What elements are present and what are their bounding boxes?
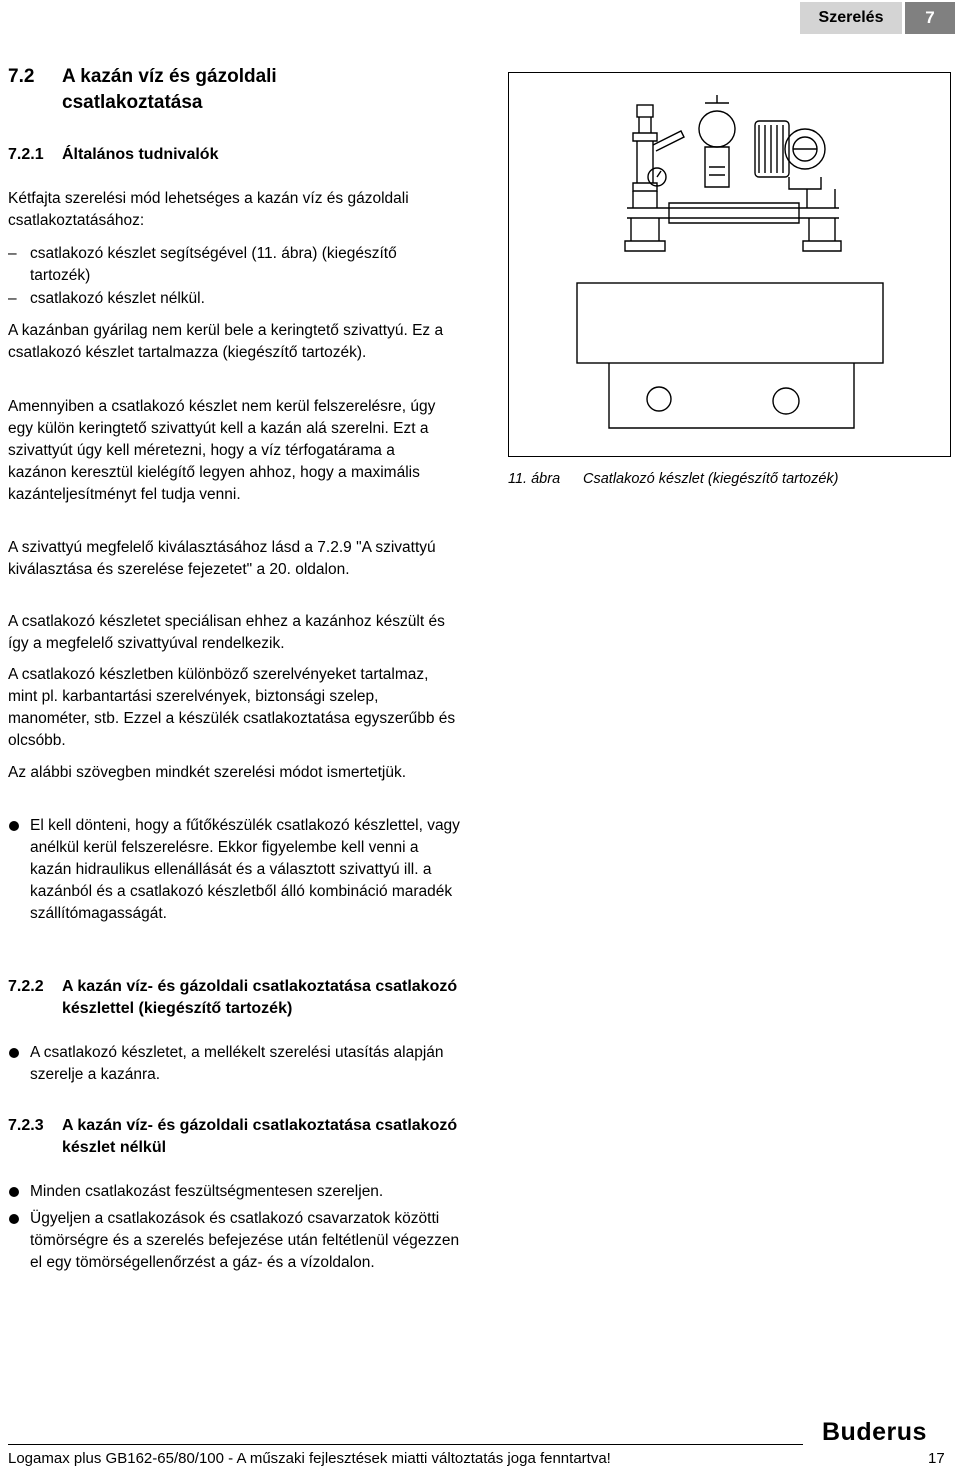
dash-item-1: csatlakozó készlet segítségével (11. ábra) (kiegészítő tartozék) <box>30 245 397 284</box>
subheading-1-number: 7.2.1 <box>8 146 44 163</box>
dash-mark-1: – <box>8 245 17 262</box>
paragraph-2: Amennyiben a csatlakozó készlet nem kerül felszerelésre, úgy egy külön keringtető szivattyút kell a kazán alá szerelni. Ezt a szivattyút úgy kell méretezni, hogy a víz térfogatárama a kazánon keresztül kielégítő legyen ahhoz, hogy a maximális kazánteljesítményt fel tudja venni. <box>8 398 436 503</box>
bullet-text-3: Minden csatlakozást feszültségmentesen szereljen. <box>30 1183 384 1200</box>
paragraph-intro: Kétfajta szerelési mód lehetséges a kazán víz és gázoldali csatlakoztatásához: <box>8 190 409 229</box>
paragraph-1: A kazánban gyárilag nem kerül bele a keringtető szivattyú. Ez a csatlakozó készlet tartalmazza (kiegészítő tartozék). <box>8 322 444 361</box>
figure-frame <box>508 72 951 457</box>
paragraph-6: Az alábbi szövegben mindkét szerelési módot ismertetjük. <box>8 764 407 781</box>
dash-item-2: csatlakozó készlet nélkül. <box>30 290 205 307</box>
bullet-dot <box>9 821 19 831</box>
main-heading-number: 7.2 <box>8 66 35 87</box>
subheading-3-number: 7.2.3 <box>8 1117 44 1134</box>
footer-divider <box>8 1444 803 1445</box>
paragraph-5: A csatlakozó készletben különböző szerelvényeket tartalmaz, mint pl. karbantartási szerelvények, biztonsági szelep, manométer, stb. Ezzel a készülék csatlakoztatása egyszerűbb és olcsóbb. <box>8 666 456 749</box>
bullet-text-2: A csatlakozó készletet, a mellékelt szerelési utasítás alapján szerelje a kazánra. <box>30 1044 444 1083</box>
bullet-text-1: El kell dönteni, hogy a fűtőkészülék csatlakozó készlettel, vagy anélkül kerül felszerelésre. Ekkor figyelembe kell venni a kazán hidraulikus ellenállását és a választott szivattyú ill. a kazánból és a csatlakozó készletből álló kombináció maradék szállítómagasságát. <box>30 817 460 922</box>
subheading-3-title: A kazán víz- és gázoldali csatlakoztatása csatlakozó készlet nélkül <box>62 1117 458 1156</box>
figure-caption: Csatlakozó készlet (kiegészítő tartozék) <box>583 471 839 487</box>
main-heading-title: A kazán víz és gázoldali csatlakoztatása <box>62 66 277 113</box>
bullet-text-4: Ügyeljen a csatlakozások és csatlakozó csavarzatok közötti tömörségre és a szerelés befejezése után feltétlenül végezzen el egy tömörségellenőrzést a gáz- és a vízoldalon. <box>30 1210 460 1271</box>
connection-kit-drawing <box>509 73 949 455</box>
bullet-dot <box>9 1214 19 1224</box>
bullet-dot <box>9 1048 19 1058</box>
footer-text: Logamax plus GB162-65/80/100 - A műszaki fejlesztések miatti változtatás joga fenntartva! <box>8 1450 611 1467</box>
section-number: 7 <box>905 2 955 34</box>
paragraph-3: A szivattyú megfelelő kiválasztásához lásd a 7.2.9 "A szivattyú kiválasztása és szerelése fejezetet" a 20. oldalon. <box>8 539 436 578</box>
figure-number: 11. ábra <box>508 471 561 487</box>
subheading-2-title: A kazán víz- és gázoldali csatlakoztatása csatlakozó készlettel (kiegészítő tartozék) <box>62 978 458 1017</box>
subheading-2-number: 7.2.2 <box>8 978 44 995</box>
page-number: 17 <box>928 1450 945 1467</box>
bullet-dot <box>9 1187 19 1197</box>
dash-mark-2: – <box>8 290 17 307</box>
brand-logo: Buderus <box>822 1418 927 1446</box>
paragraph-4: A csatlakozó készletet speciálisan ehhez a kazánhoz készült és így a megfelelő szivattyúval rendelkezik. <box>8 613 445 652</box>
subheading-1-title: Általános tudnivalók <box>62 146 219 163</box>
section-label: Szerelés <box>800 2 902 34</box>
